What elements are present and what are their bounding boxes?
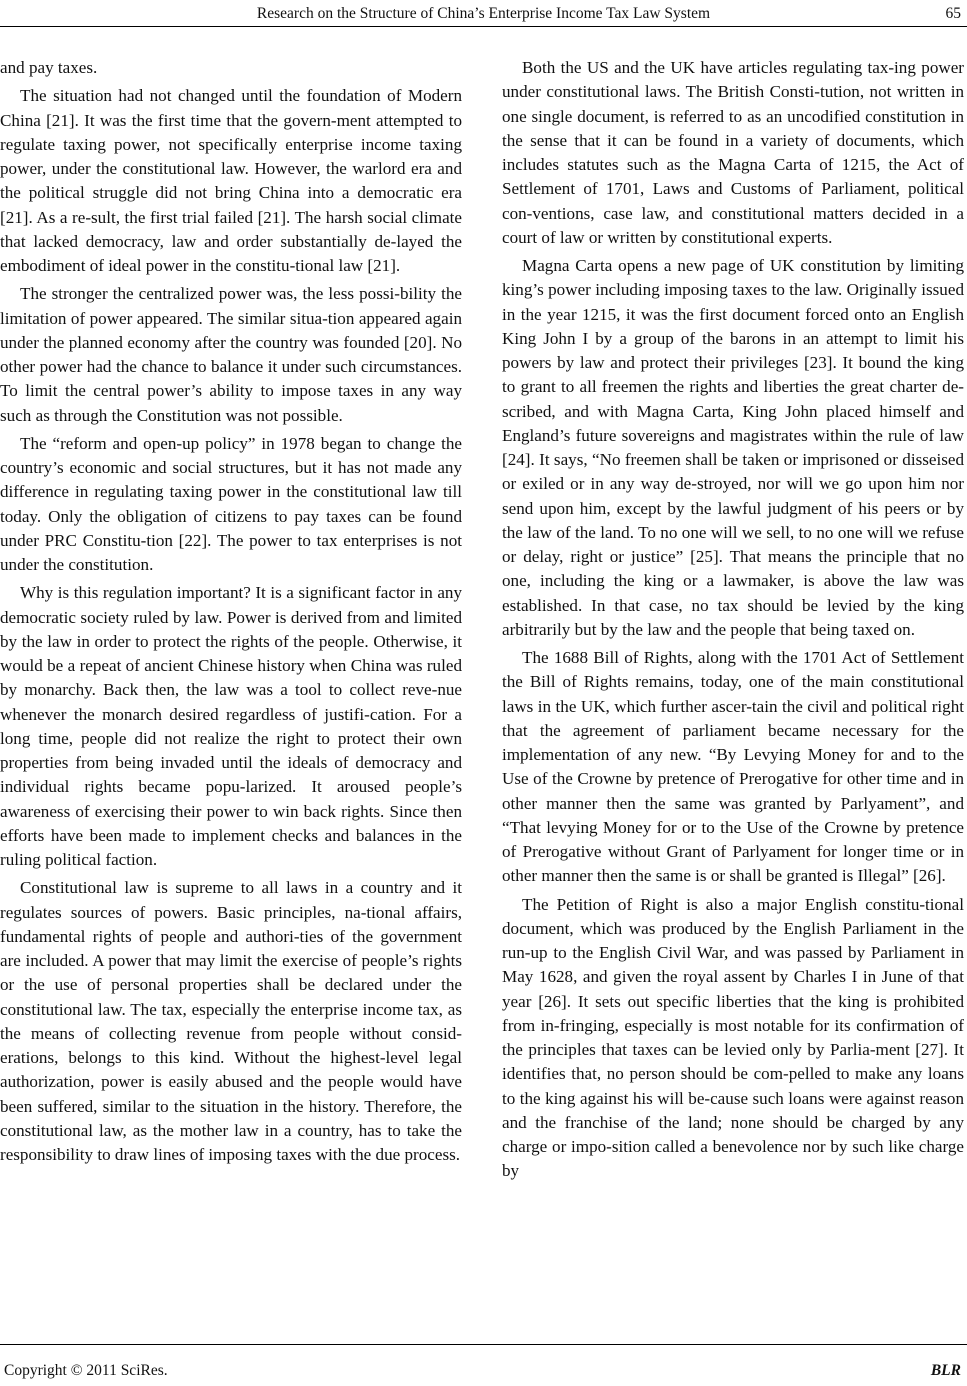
paragraph: The stronger the centralized power was, the less possi-bility the limitation of power appeared. The similar situa-tion appeared again under the planned economy after the country was founded [20]. No other power had the chance to balance it under such circumstances. To limit the central power’s ability to impose taxes in any way such as through the Constitution was not possible.: [0, 284, 462, 425]
paragraph: Both the US and the UK have articles regulating tax-ing power under constitutional laws. The British Consti-tution, not written in one single document, is referred to as an uncodified constitution in the sense that it can be found in a variety of documents, which includes statutes such as the Magna Carta of 1215, the Act of Settlement of 1701, Laws and Customs of Parliament, political con-ventions, case law, and constitutional matters decided in a court of law or written by constitutional experts.: [502, 58, 964, 247]
paragraph: The 1688 Bill of Rights, along with the 1701 Act of Settlement the Bill of Rights remains, today, one of the main constitutional laws in the UK, which further ascer-tain the civil and political right that the agreement of parliament became necessary for the implementation of any new. “By Levying Money for and to the Use of the Crowne by pretence of Prerogative for other time and in other manner then the same was granted by Parlyament”, and “That levying Money for or to the Use of the Crowne by pretence of Prerogative without Grant of Parlyament for longer time or in other manner then the same is or shall be granted is Illegal” [26].: [502, 648, 964, 886]
footer-rule: [0, 1344, 967, 1345]
left-column: [0, 56, 462, 1171]
page-footer: [0, 1361, 967, 1381]
header-rule: [0, 26, 967, 27]
page-number: 65: [945, 5, 961, 22]
paragraph: Why is this regulation important? It is a significant factor in any democratic society ruled by law. Power is derived from and limited by the law in order to protect the rights of the people. Otherwise, it would be a repeat of ancient Chinese history when China was ruled by monarchy. Back then, the law was a tool to collect reve-nue whenever the monarch desired regardless of justifi-cation. For a long time, people did not realize the right to protect their own properties from being invaded until the ideals of democracy and individual rights became popu-larized. It aroused people’s awareness of exercising their power to win back rights. Since then efforts have been made to implement checks and balances in the ruling political faction.: [0, 583, 462, 869]
right-column: [502, 56, 964, 1188]
paragraph: The situation had not changed until the foundation of Modern China [21]. It was the first time that the govern-ment attempted to regulate taxing power, not specifically enterprise income taxing power, under the constitutional law. However, the warlord era and the political struggle did not bring China into a democratic era [21]. As a re-sult, the first trial failed [21]. The harsh social climate that lacked democracy, law and order substantially de-layed the embodiment of ideal power in the constitu-tional law [21].: [0, 86, 462, 275]
paragraph: The Petition of Right is also a major English constitu-tional document, which was produced by the English Parliament in the run-up to the English Civil War, and was passed by Parliament in May 1628, and given the royal assent by Charles I in June of that year [26]. It sets out specific liberties that the king is prohibited from in-fringing, especially is most notable for its confirmation of the principles that taxes can be levied only by Parlia-ment [27]. It identifies that, no person should be com-pelled to make any loans to the king against his will be-cause such loans were against reason and the franchise of the land; none should be charged by any charge or impo-sition called a benevolence nor by such like charge by: [502, 894, 964, 1181]
paragraph: Magna Carta opens a new page of UK constitution by limiting king’s power including imposing taxes to the law. Originally issued in the year 1215, it was the first document forced onto an English King John I by a group of the barons in an attempt to limit his powers by law and protect their privileges [23]. It bound the king to grant to all freemen the rights and liberties the great charter de-scribed, and with Magna Carta, King John placed himself and England’s future sovereigns and magistrates within the rule of law [24]. It says, “No freemen shall be taken or imprisoned or disseised or exiled or in any way de-stroyed, nor will we go upon him nor send upon him, except by the lawful judgment of his peers or by the law of the land. To no one will we sell, to no one will we refuse or delay, right or justice” [25]. That means the principle that no one, including the king or a lawmaker, is above the law was established. In that case, no tax should be levied by the king arbitrarily but by the law and the people that being taxed on.: [502, 256, 964, 639]
copyright-notice: Copyright © 2011 SciRes.: [4, 1362, 168, 1379]
paragraph: Constitutional law is supreme to all laws in a country and it regulates sources of powers. Basic principles, na-tional affairs, fundamental rights of people and authori-ties of the government are included. A power that may limit the exercise of people’s rights or the use of personal properties shall be declared under the constitutional law. The tax, especially the enterprise income tax, as the means of collecting revenue from people without consid-erations, belongs to this kind. Without the highest-level legal authorization, power is easily abused and the people would have been suffered, similar to the situation in the history. Therefore, the constitutional law, as the mother law in a country, has to take the responsibility to draw lines of imposing taxes with the due process.: [0, 878, 462, 1164]
running-title: Research on the Structure of China’s Enterprise Income Tax Law System: [256, 5, 711, 22]
page-header: [0, 4, 967, 28]
journal-abbreviation: BLR: [930, 1362, 961, 1379]
paragraph: The “reform and open-up policy” in 1978 began to change the country’s economic and social structures, but it has not made any difference in regulating taxing power in the constitutional law till today. Only the obligation of citizens to pay taxes can be found under PRC Constitu-tion [22]. The power to tax enterprises is not under the constitution.: [0, 433, 462, 574]
paragraph: and pay taxes.: [0, 58, 98, 77]
